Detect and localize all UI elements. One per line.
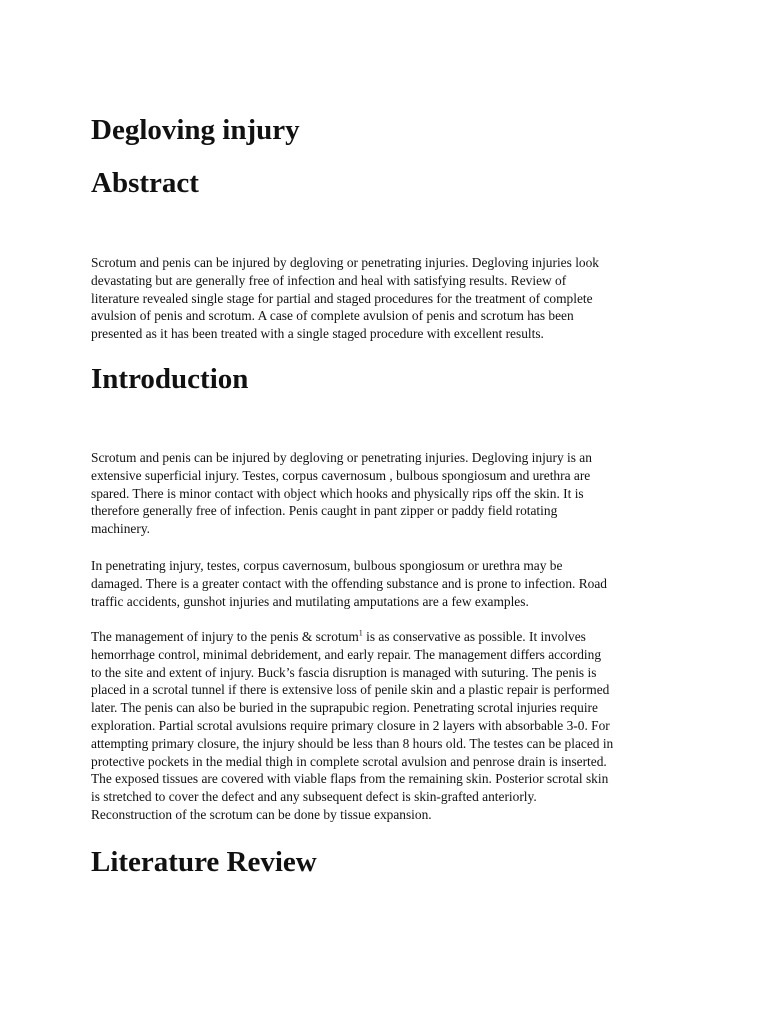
text-fragment: The management of injury to the penis & scrotum <box>91 629 359 644</box>
text-line: literature revealed single stage for partial and staged procedures for the treatment of complete <box>91 290 593 306</box>
text-line: exploration. Partial scrotal avulsions require primary closure in 2 layers with absorbable 3-0. For <box>91 717 610 733</box>
text-line: damaged. There is a greater contact with the offending substance and is prone to infection. Road <box>91 575 607 591</box>
text-line: avulsion of penis and scrotum. A case of complete avulsion of penis and scrotum has been <box>91 308 574 324</box>
text-line: In penetrating injury, testes, corpus cavernosum, bulbous spongiosum or urethra may be <box>91 558 563 573</box>
abstract-heading: Abstract <box>91 167 199 199</box>
abstract-paragraph <box>91 254 691 343</box>
text-line: later. The penis can also be buried in the suprapubic region. Penetrating scrotal injuries require <box>91 700 598 716</box>
text-line: to the site and extent of injury. Buck’s fascia disruption is managed with suturing. The penis is <box>91 664 597 680</box>
text-line: extensive superficial injury. Testes, corpus cavernosum , bulbous spongiosum and urethra are <box>91 467 591 483</box>
text-line: is stretched to cover the defect and any subsequent defect is skin-grafted anteriorly. <box>91 789 537 805</box>
text-line: spared. There is minor contact with object which hooks and physically rips off the skin. It is <box>91 485 584 501</box>
document-title: Degloving injury <box>91 114 300 146</box>
text-line: protective pockets in the medial thigh in complete scrotal avulsion and penrose drain is inserted. <box>91 753 607 769</box>
text-line: The exposed tissues are covered with viable flaps from the remaining skin. Posterior scrotal skin <box>91 771 609 787</box>
text-line: Reconstruction of the scrotum can be done by tissue expansion. <box>91 806 432 822</box>
text-line: devastating but are generally free of infection and heal with satisfying results. Review of <box>91 272 567 288</box>
literature-review-heading: Literature Review <box>91 846 317 878</box>
text-line: placed in a scrotal tunnel if there is extensive loss of penile skin and a plastic repair is performed <box>91 682 610 698</box>
text-line-with-footnote <box>91 628 691 646</box>
text-line: attempting primary closure, the injury should be less than 8 hours old. The testes can be placed in <box>91 735 614 751</box>
text-line: Scrotum and penis can be injured by degloving or penetrating injuries. Degloving injuries look <box>91 255 599 270</box>
text-line: machinery. <box>91 521 150 537</box>
text-line: therefore generally free of infection. Penis caught in pant zipper or paddy field rotating <box>91 503 558 519</box>
text-line: traffic accidents, gunshot injuries and mutilating amputations are a few examples. <box>91 593 529 609</box>
text-fragment: is as conservative as possible. It involves <box>362 629 586 644</box>
text-line: presented as it has been treated with a single staged procedure with excellent results. <box>91 326 544 342</box>
text-line: hemorrhage control, minimal debridement, and early repair. The management differs according <box>91 646 602 662</box>
introduction-paragraph-2 <box>91 557 691 610</box>
text-line: Scrotum and penis can be injured by degloving or penetrating injuries. Degloving injury is an <box>91 450 592 465</box>
introduction-heading: Introduction <box>91 363 249 395</box>
footnote-reference[interactable]: 1 <box>358 628 363 638</box>
introduction-paragraph-3 <box>91 628 691 824</box>
introduction-paragraph-1 <box>91 449 691 538</box>
